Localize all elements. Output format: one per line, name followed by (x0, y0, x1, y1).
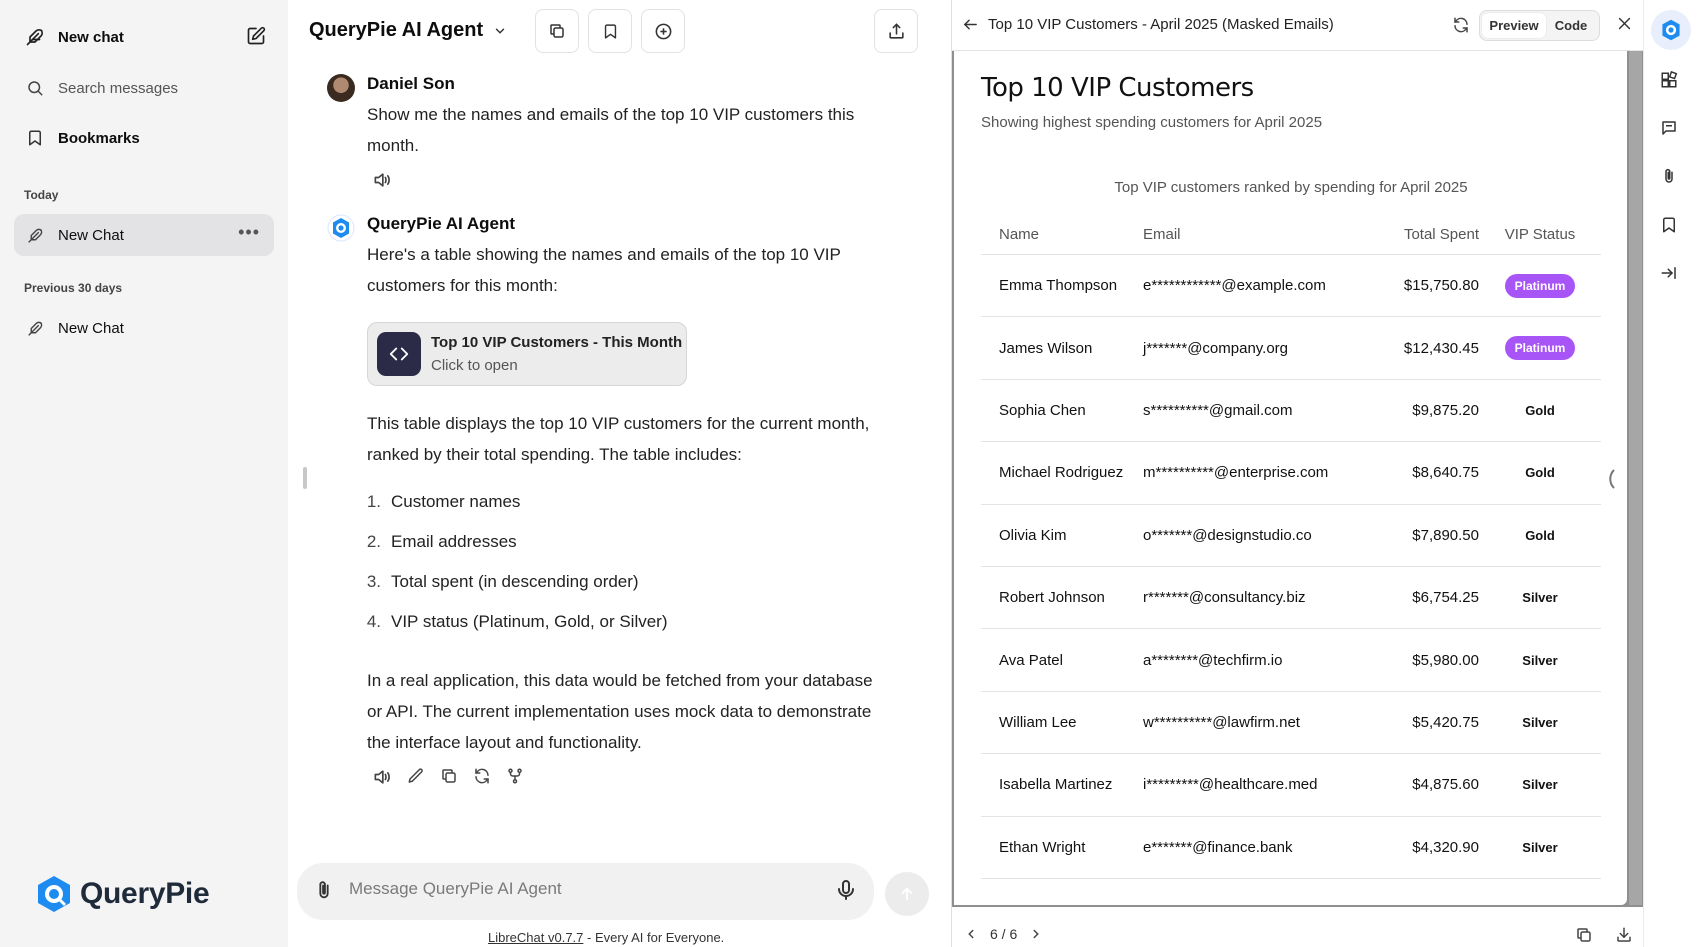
agent-avatar-icon (327, 214, 355, 242)
customer-spent: $7,890.50 (1412, 526, 1479, 544)
message-input[interactable] (349, 879, 809, 899)
customer-name: Sophia Chen (999, 401, 1086, 419)
refresh-icon[interactable] (1452, 16, 1470, 34)
agent-name: QueryPie AI Agent (309, 19, 484, 41)
agent-paragraph: In a real application, this data would be fetched from your database or API. The current implementation uses mock data to demonstrate the interface layout and functionality. (367, 671, 873, 752)
copy-icon[interactable] (440, 767, 458, 787)
customer-name: Olivia Kim (999, 526, 1067, 544)
agent-list (362, 492, 668, 652)
col-status: VIP Status (1504, 226, 1576, 243)
section-today: Today (24, 188, 59, 202)
customer-spent: $15,750.80 (1403, 277, 1479, 295)
status-badge: Platinum (1505, 274, 1576, 298)
arrow-left-icon[interactable] (962, 16, 979, 33)
new-chat-button[interactable] (14, 16, 274, 58)
panel-footer-tools (1575, 926, 1633, 944)
sidebar-chat-item[interactable] (14, 214, 274, 256)
status-badge: Gold (1525, 527, 1555, 543)
fork-icon[interactable] (506, 767, 524, 787)
agent-selector[interactable] (309, 19, 507, 42)
panel-title: Top 10 VIP Customers - April 2025 (Masked Emails) (988, 16, 1334, 33)
search-messages[interactable] (14, 67, 274, 109)
prompts-icon[interactable] (1660, 119, 1678, 137)
artifact-title: Top 10 VIP Customers - This Month (431, 334, 683, 351)
panel-footer (952, 924, 1643, 947)
table-row (981, 255, 1601, 317)
customer-spent: $5,980.00 (1412, 651, 1479, 669)
version-pager (964, 926, 1043, 942)
customer-spent: $4,875.60 (1412, 776, 1479, 794)
tab-code[interactable]: Code (1554, 18, 1588, 33)
list-item (362, 612, 668, 652)
col-name: Name (999, 226, 1040, 243)
sidebar (0, 0, 288, 947)
querypie-agent-icon (1659, 18, 1683, 42)
status-badge: Silver (1522, 839, 1558, 855)
bookmark-icon (24, 127, 46, 149)
vip-status-cell (1479, 835, 1601, 860)
chevron-left-icon[interactable] (964, 927, 978, 941)
col-spent: Total Spent (1403, 226, 1479, 243)
right-rail (1643, 0, 1698, 947)
share-icon (887, 22, 906, 41)
vip-status-cell (1479, 772, 1601, 797)
vip-status-cell (1479, 398, 1601, 423)
table-row (981, 442, 1601, 504)
customer-spent: $8,640.75 (1412, 464, 1479, 482)
bookmark-chat-button[interactable] (588, 9, 632, 53)
footer (488, 930, 724, 945)
send-button[interactable] (885, 872, 929, 916)
read-aloud-icon[interactable] (372, 170, 392, 190)
customer-email: e************@example.com (1143, 277, 1326, 295)
customer-email: e*******@finance.bank (1143, 838, 1293, 856)
resize-handle[interactable] (303, 467, 307, 489)
agent-name: QueryPie AI Agent (367, 214, 515, 233)
chat-label: New Chat (58, 319, 124, 337)
customer-spent: $12,430.45 (1403, 339, 1479, 357)
customer-email: j*******@company.org (1143, 339, 1289, 357)
customer-name: James Wilson (999, 339, 1093, 357)
table-row (981, 629, 1601, 691)
list-text: Total spent (in descending order) (391, 572, 639, 591)
vip-status-cell (1479, 710, 1601, 735)
customer-name: William Lee (999, 713, 1077, 731)
list-item (362, 572, 668, 612)
regenerate-icon[interactable] (473, 767, 491, 787)
brand-name: QueryPie (80, 877, 210, 910)
panel-header (952, 0, 1643, 51)
bookmarks-button[interactable] (14, 117, 274, 159)
customer-spent: $5,420.75 (1412, 713, 1479, 731)
search-icon (24, 77, 46, 99)
arrow-up-icon (898, 885, 916, 903)
table-caption: Top VIP customers ranked by spending for April 2025 (1114, 179, 1468, 196)
vip-status-cell (1479, 274, 1601, 298)
chevron-right-icon[interactable] (1029, 927, 1043, 941)
chevron-down-icon (493, 24, 507, 38)
export-button[interactable] (874, 9, 918, 53)
edit-icon[interactable] (407, 767, 425, 787)
search-label: Search messages (58, 79, 179, 97)
customer-name: Isabella Martinez (999, 776, 1113, 794)
customer-email: i*********@healthcare.med (1143, 776, 1318, 794)
collapse-panel-icon[interactable] (1660, 264, 1678, 282)
preview-subtitle: Showing highest spending customers for April 2025 (981, 114, 1323, 131)
attach-icon[interactable] (313, 879, 335, 901)
new-chat-label: New chat (58, 28, 124, 46)
sidebar-chat-item[interactable] (14, 307, 274, 349)
tab-preview[interactable]: Preview (1482, 13, 1546, 38)
list-text: Email addresses (391, 532, 517, 551)
table-row (981, 817, 1601, 879)
table-row (981, 692, 1601, 754)
agent-paragraph: This table displays the top 10 VIP customers for the current month, ranked by their total spending. The table includes: (367, 414, 870, 464)
customer-email: o*******@designstudio.co (1143, 526, 1312, 544)
vip-table (981, 215, 1601, 879)
read-aloud-icon[interactable] (372, 767, 392, 787)
plus-circle-icon (654, 22, 673, 41)
customer-email: s**********@gmail.com (1143, 401, 1293, 419)
bookmark-icon (602, 23, 619, 40)
customer-email: m**********@enterprise.com (1143, 464, 1329, 482)
feather-icon (24, 317, 46, 339)
table-header (981, 215, 1601, 255)
user-message-text: Show me the names and emails of the top 10 VIP customers this month. (367, 105, 855, 155)
customer-email: w**********@lawfirm.net (1143, 713, 1300, 731)
artifact-subtitle: Click to open (431, 357, 518, 374)
customer-email: r*******@consultancy.biz (1143, 589, 1306, 607)
download-icon[interactable] (1615, 926, 1633, 944)
list-number: 3. (366, 572, 381, 591)
scrollbar[interactable] (1629, 51, 1642, 905)
customer-name: Ava Patel (999, 651, 1063, 669)
page-indicator: 6 / 6 (990, 926, 1018, 942)
librechat-link[interactable]: LibreChat v0.7.7 (488, 930, 584, 945)
more-options-icon[interactable]: ••• (238, 222, 260, 242)
status-badge: Silver (1522, 590, 1558, 606)
agent-rail-button[interactable] (1651, 10, 1691, 50)
user-name: Daniel Son (367, 74, 455, 93)
add-button[interactable] (641, 9, 685, 53)
status-badge: Gold (1525, 465, 1555, 481)
message-input-box (297, 863, 874, 920)
artifact-panel (951, 0, 1642, 947)
code-icon (377, 332, 421, 376)
table-row (981, 380, 1601, 442)
list-number: 1. (366, 492, 381, 511)
customer-name: Ethan Wright (999, 838, 1086, 856)
compose-icon[interactable] (246, 26, 266, 46)
microphone-icon[interactable] (834, 878, 858, 902)
list-item (362, 532, 668, 572)
close-icon[interactable] (1616, 15, 1633, 32)
list-text: Customer names (391, 492, 521, 511)
status-badge: Gold (1525, 402, 1555, 418)
list-text: VIP status (Platinum, Gold, or Silver) (391, 612, 668, 631)
customer-spent: $9,875.20 (1412, 401, 1479, 419)
querypie-logo (34, 874, 209, 914)
drag-handle-icon[interactable] (1607, 469, 1615, 489)
vip-status-cell (1479, 585, 1601, 610)
preview-area (952, 51, 1643, 907)
feather-icon (24, 224, 46, 246)
copy-icon[interactable] (1575, 926, 1593, 944)
agent-message-tools (372, 767, 524, 787)
list-number: 2. (366, 532, 381, 551)
vip-status-cell (1479, 648, 1601, 673)
customer-name: Michael Rodriguez (999, 464, 1124, 482)
status-badge: Silver (1522, 714, 1558, 730)
customer-spent: $6,754.25 (1412, 589, 1479, 607)
table-row (981, 505, 1601, 567)
footer-tagline: - Every AI for Everyone. (583, 930, 725, 945)
table-row (981, 754, 1601, 816)
vip-status-cell (1479, 336, 1601, 360)
list-item (362, 492, 668, 532)
status-badge: Platinum (1505, 336, 1576, 360)
view-toggle (1479, 10, 1600, 41)
feather-icon (24, 26, 46, 48)
vip-status-cell (1479, 460, 1601, 485)
widgets-icon[interactable] (1660, 71, 1678, 89)
col-email: Email (1143, 226, 1181, 243)
user-avatar (327, 74, 355, 102)
section-previous: Previous 30 days (24, 281, 123, 295)
bookmark-icon[interactable] (1660, 216, 1678, 234)
customer-email: a********@techfirm.io (1143, 651, 1283, 669)
querypie-logo-icon (34, 874, 74, 914)
chat-label: New Chat (58, 226, 124, 244)
customer-spent: $4,320.90 (1412, 838, 1479, 856)
agent-intro-text: Here's a table showing the names and emails of the top 10 VIP customers for this month: (367, 245, 841, 295)
copy-icon (548, 22, 566, 40)
artifact-card[interactable] (367, 322, 687, 386)
attachments-icon[interactable] (1660, 167, 1678, 185)
preview-title: Top 10 VIP Customers (981, 73, 1254, 103)
bookmarks-label: Bookmarks (58, 129, 140, 147)
copy-chat-button[interactable] (535, 9, 579, 53)
list-number: 4. (366, 612, 381, 631)
customer-name: Robert Johnson (999, 589, 1105, 607)
status-badge: Silver (1522, 652, 1558, 668)
preview-document (954, 51, 1627, 905)
vip-status-cell (1479, 523, 1601, 548)
status-badge: Silver (1522, 777, 1558, 793)
customer-name: Emma Thompson (999, 277, 1118, 295)
table-row (981, 567, 1601, 629)
user-message-tools (372, 170, 392, 190)
table-row (981, 317, 1601, 379)
